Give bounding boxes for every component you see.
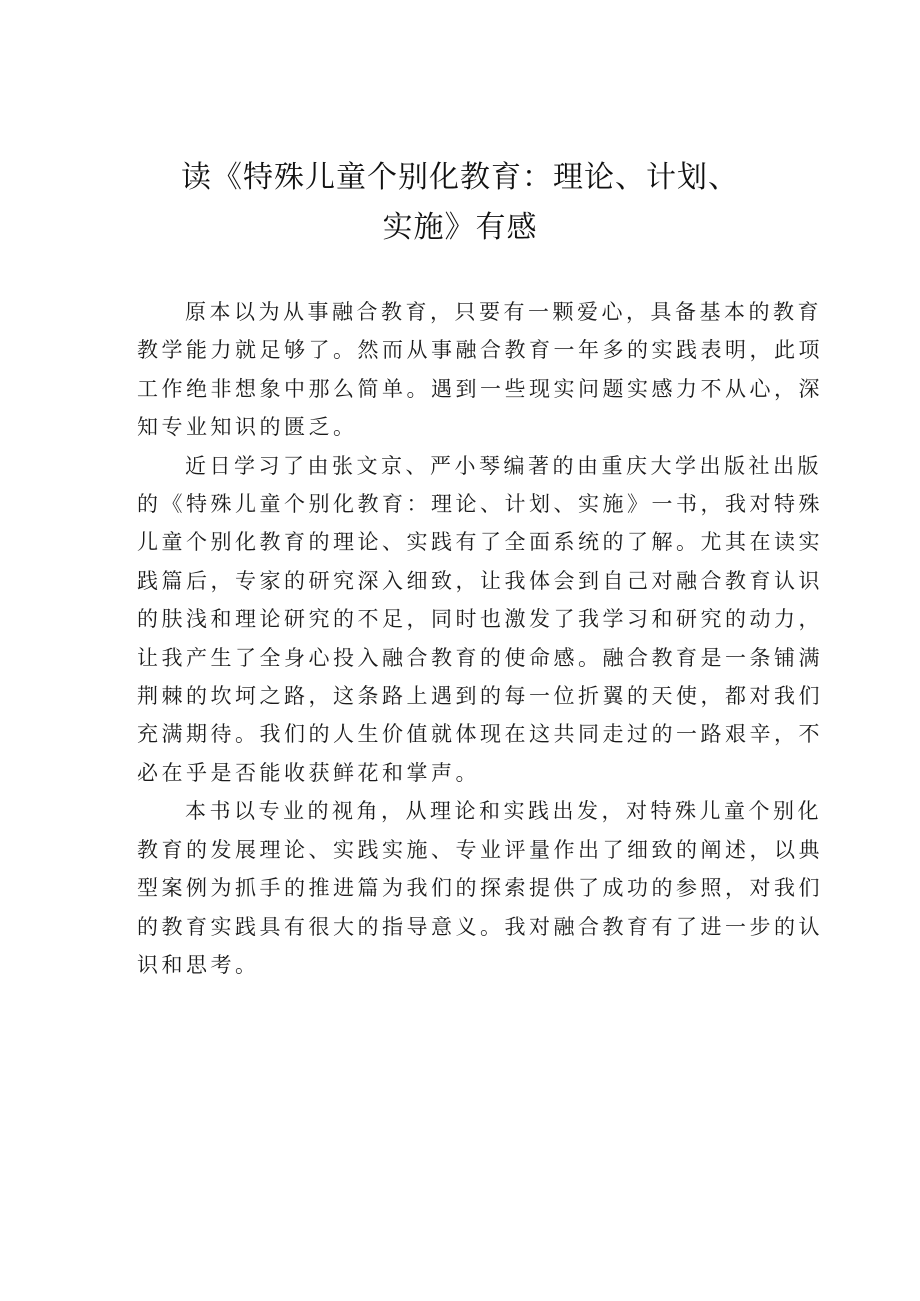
text-line: 工作绝非想象中那么简单。遇到一些现实问题实感力不从心，深 <box>137 376 823 401</box>
text-line: 荆棘的坎坷之路，这条路上遇到的每一位折翼的天使，都对我们 <box>137 684 823 709</box>
text-line: 教育的发展理论、实践实施、专业评量作出了细致的阐述，以典 <box>137 837 823 862</box>
paragraph-2 <box>137 447 823 793</box>
text-line: 近日学习了由张文京、严小琴编著的由重庆大学出版社出版 <box>185 453 822 478</box>
text-line: 知专业知识的匮乏。 <box>137 415 358 440</box>
text-line: 充满期待。我们的人生价值就体现在这共同走过的一路艰辛，不 <box>137 722 823 747</box>
text-line: 践篇后，专家的研究深入细致，让我体会到自己对融合教育认识 <box>137 568 823 593</box>
text-line: 让我产生了全身心投入融合教育的使命感。融合教育是一条铺满 <box>137 645 823 670</box>
document-body <box>137 293 823 984</box>
text-line: 的肤浅和理论研究的不足，同时也激发了我学习和研究的动力， <box>137 607 823 632</box>
text-line: 的《特殊儿童个别化教育：理论、计划、实施》一书，我对特殊 <box>137 492 823 517</box>
text-line: 儿童个别化教育的理论、实践有了全面系统的了解。尤其在读实 <box>137 530 823 555</box>
title-line-1: 读《特殊儿童个别化教育：理论、计划、 <box>181 160 739 195</box>
text-line: 教学能力就足够了。然而从事融合教育一年多的实践表明，此项 <box>137 338 823 363</box>
text-line: 原本以为从事融合教育，只要有一颗爱心，具备基本的教育 <box>185 300 822 324</box>
text-line: 型案例为抓手的推进篇为我们的探索提供了成功的参照，对我们 <box>137 876 823 901</box>
text-line: 必在乎是否能收获鲜花和掌声。 <box>137 760 480 785</box>
text-line: 的教育实践具有很大的指导意义。我对融合教育有了进一步的认 <box>137 914 823 939</box>
text-line: 本书以专业的视角，从理论和实践出发，对特殊儿童个别化 <box>185 799 822 824</box>
text-line: 识和思考。 <box>137 952 260 977</box>
title-line-2: 实施》有感 <box>382 210 538 245</box>
document-title <box>0 153 920 253</box>
paragraph-1 <box>137 293 823 447</box>
paragraph-3 <box>137 792 823 984</box>
